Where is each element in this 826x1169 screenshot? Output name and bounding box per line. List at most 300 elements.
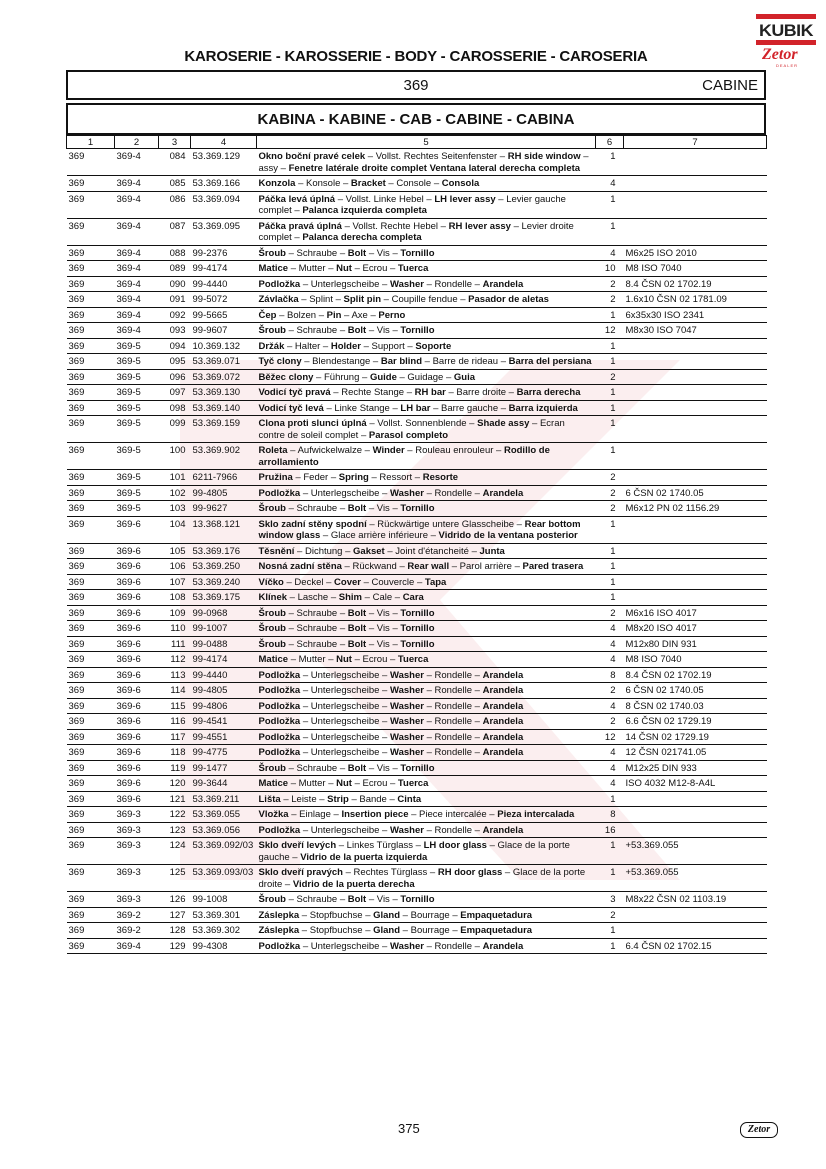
quantity-cell: 2 bbox=[596, 292, 624, 308]
description-bold: Washer bbox=[389, 731, 424, 743]
description-text: – Konsole – bbox=[295, 178, 351, 189]
section-cell: 369 bbox=[67, 400, 115, 416]
part-number-cell: 99-4775 bbox=[191, 745, 257, 761]
description-text: – Ecrou – bbox=[351, 263, 398, 274]
note-cell: 6x35x30 ISO 2341 bbox=[624, 307, 767, 323]
part-number-cell: 99-4174 bbox=[191, 261, 257, 277]
quantity-cell: 8 bbox=[596, 807, 624, 823]
note-cell bbox=[624, 791, 767, 807]
description-bold: Nut bbox=[336, 654, 352, 665]
description-text: – Console – bbox=[385, 178, 442, 189]
position-cell: 122 bbox=[159, 807, 191, 823]
part-number-cell: 99-4440 bbox=[191, 276, 257, 292]
position-cell: 104 bbox=[159, 516, 191, 543]
figure-cell: 369-5 bbox=[115, 338, 159, 354]
description-bold: Bolt bbox=[347, 894, 367, 905]
note-cell: M8x22 ČSN 02 1103.19 bbox=[624, 892, 767, 908]
section-cell: 369 bbox=[67, 292, 115, 308]
table-row bbox=[67, 822, 767, 838]
part-number-cell: 99-4805 bbox=[191, 683, 257, 699]
description-bold: Vodicí tyč levá bbox=[258, 402, 324, 414]
description-text: – Cale – bbox=[362, 592, 403, 603]
description-bold: Cover bbox=[334, 576, 361, 588]
position-cell: 095 bbox=[159, 354, 191, 370]
note-cell bbox=[624, 516, 767, 543]
table-row bbox=[67, 338, 767, 354]
description-text: – Levier gauche complet – bbox=[258, 193, 566, 216]
section-cell: 369 bbox=[67, 338, 115, 354]
table-row bbox=[67, 683, 767, 699]
description-bold: Washer bbox=[389, 824, 424, 836]
table-row bbox=[67, 923, 767, 939]
description-bold: Víčko bbox=[258, 576, 284, 588]
table-row bbox=[67, 838, 767, 865]
position-cell: 111 bbox=[159, 636, 191, 652]
quantity-cell: 1 bbox=[596, 149, 624, 176]
description-cell bbox=[257, 776, 596, 792]
quantity-cell: 4 bbox=[596, 621, 624, 637]
position-cell: 106 bbox=[159, 559, 191, 575]
description-bold: Resorte bbox=[422, 472, 459, 483]
position-cell: 120 bbox=[159, 776, 191, 792]
description-bold: Washer bbox=[389, 940, 424, 952]
section-cell: 369 bbox=[67, 865, 115, 892]
note-cell bbox=[624, 338, 767, 354]
description-text: – Rondelle – bbox=[423, 824, 483, 836]
description-text: – Glace de la porte gauche – bbox=[258, 840, 570, 863]
description-bold: Lišta bbox=[258, 793, 281, 805]
description-cell bbox=[257, 485, 596, 501]
part-number-cell: 53.369.240 bbox=[191, 574, 257, 590]
description-text: – Unterlegscheibe – bbox=[300, 700, 390, 712]
description-bold: Podložka bbox=[258, 716, 301, 727]
figure-cell: 369-4 bbox=[115, 292, 159, 308]
note-cell bbox=[624, 191, 767, 218]
description-cell bbox=[257, 938, 596, 954]
figure-cell: 369-5 bbox=[115, 443, 159, 470]
table-row bbox=[67, 323, 767, 339]
section-cell: 369 bbox=[67, 907, 115, 923]
part-number-cell: 99-1007 bbox=[191, 621, 257, 637]
position-cell: 085 bbox=[159, 176, 191, 192]
description-bold: RH side window bbox=[507, 151, 581, 162]
description-bold: Barra derecha bbox=[516, 387, 581, 398]
figure-cell: 369-6 bbox=[115, 621, 159, 637]
quantity-cell: 1 bbox=[596, 938, 624, 954]
description-text: – Unterlegscheibe – bbox=[300, 278, 390, 290]
quantity-cell: 2 bbox=[596, 276, 624, 292]
description-bold: Držák bbox=[258, 340, 285, 352]
section-cell: 369 bbox=[67, 776, 115, 792]
description-bold: Sklo zadní stěny spodní bbox=[258, 518, 367, 530]
description-bold: Tornillo bbox=[400, 638, 435, 650]
position-cell: 098 bbox=[159, 400, 191, 416]
position-cell: 126 bbox=[159, 892, 191, 908]
description-text: – Bande – bbox=[348, 793, 398, 805]
description-bold: Šroub bbox=[258, 623, 286, 634]
description-bold: Arandela bbox=[482, 278, 524, 290]
description-text: – Vis – bbox=[366, 607, 401, 619]
description-bold: Šroub bbox=[258, 894, 286, 905]
note-cell bbox=[624, 923, 767, 939]
table-row bbox=[67, 590, 767, 606]
description-text: – Guidage – bbox=[396, 371, 454, 383]
table-row bbox=[67, 191, 767, 218]
table-row bbox=[67, 307, 767, 323]
part-number-cell: 53.369.095 bbox=[191, 218, 257, 245]
note-cell: 6 ČSN 02 1740.05 bbox=[624, 485, 767, 501]
figure-cell: 369-6 bbox=[115, 776, 159, 792]
note-cell: M8 ISO 7040 bbox=[624, 261, 767, 277]
quantity-cell: 1 bbox=[596, 865, 624, 892]
subsection-title: KABINA - KABINE - CAB - CABINE - CABINA bbox=[257, 111, 575, 128]
note-cell: 8 ČSN 02 1740.03 bbox=[624, 698, 767, 714]
table-row bbox=[67, 636, 767, 652]
figure-cell: 369-6 bbox=[115, 698, 159, 714]
table-row bbox=[67, 218, 767, 245]
description-cell bbox=[257, 516, 596, 543]
position-cell: 115 bbox=[159, 698, 191, 714]
figure-cell: 369-4 bbox=[115, 938, 159, 954]
quantity-cell: 16 bbox=[596, 822, 624, 838]
table-row bbox=[67, 516, 767, 543]
note-cell bbox=[624, 559, 767, 575]
quantity-cell: 4 bbox=[596, 760, 624, 776]
section-cell: 369 bbox=[67, 470, 115, 486]
description-bold: Páčka levá úplná bbox=[258, 193, 336, 205]
section-cell: 369 bbox=[67, 667, 115, 683]
quantity-cell: 2 bbox=[596, 605, 624, 621]
description-text: – Ecrou – bbox=[351, 654, 398, 665]
zetor-footer-logo: Zetor bbox=[740, 1122, 778, 1138]
subsection-header bbox=[66, 103, 766, 135]
description-bold: Okno boční pravé celek bbox=[258, 151, 366, 162]
description-bold: Těsnění bbox=[258, 545, 295, 557]
description-bold: Běžec clony bbox=[258, 371, 314, 383]
quantity-cell: 1 bbox=[596, 791, 624, 807]
quantity-cell: 1 bbox=[596, 218, 624, 245]
quantity-cell: 1 bbox=[596, 443, 624, 470]
description-text: – Unterlegscheibe – bbox=[300, 487, 390, 499]
position-cell: 121 bbox=[159, 791, 191, 807]
note-cell: 6.6 ČSN 02 1729.19 bbox=[624, 714, 767, 730]
description-bold: Winder bbox=[372, 445, 405, 456]
position-cell: 107 bbox=[159, 574, 191, 590]
table-row bbox=[67, 245, 767, 261]
position-cell: 088 bbox=[159, 245, 191, 261]
description-bold: Consola bbox=[441, 178, 480, 189]
description-bold: Tuerca bbox=[397, 654, 429, 665]
section-cell: 369 bbox=[67, 385, 115, 401]
section-cell: 369 bbox=[67, 822, 115, 838]
section-cell: 369 bbox=[67, 621, 115, 637]
description-bold: Washer bbox=[389, 669, 424, 681]
quantity-cell: 2 bbox=[596, 714, 624, 730]
note-cell: 14 ČSN 02 1729.19 bbox=[624, 729, 767, 745]
description-text: – Lasche – bbox=[287, 592, 339, 603]
note-cell: 1.6x10 ČSN 02 1781.09 bbox=[624, 292, 767, 308]
table-row bbox=[67, 385, 767, 401]
position-cell: 100 bbox=[159, 443, 191, 470]
description-bold: Záslepka bbox=[258, 909, 300, 921]
description-text: – Schraube – bbox=[285, 894, 348, 905]
note-cell bbox=[624, 176, 767, 192]
note-cell: M8x20 ISO 4017 bbox=[624, 621, 767, 637]
description-bold: RH bar bbox=[414, 387, 446, 398]
part-number-cell: 99-4551 bbox=[191, 729, 257, 745]
description-bold: Bolt bbox=[347, 325, 367, 336]
position-cell: 108 bbox=[159, 590, 191, 606]
page-title: KAROSERIE - KAROSSERIE - BODY - CAROSSERIE - CAROSERIA bbox=[184, 48, 648, 65]
description-cell bbox=[257, 892, 596, 908]
figure-cell: 369-5 bbox=[115, 501, 159, 517]
section-name: CABINE bbox=[702, 77, 758, 94]
description-bold: Šroub bbox=[258, 762, 286, 774]
description-text: – Vollst. Rechtes Seitenfenster – bbox=[365, 151, 508, 162]
part-number-cell: 53.369.302 bbox=[191, 923, 257, 939]
description-text: – Rondelle – bbox=[423, 700, 483, 712]
section-cell: 369 bbox=[67, 245, 115, 261]
position-cell: 129 bbox=[159, 938, 191, 954]
description-bold: Bar blind bbox=[380, 356, 423, 367]
table-row bbox=[67, 892, 767, 908]
description-bold: Arandela bbox=[482, 940, 524, 952]
description-cell bbox=[257, 683, 596, 699]
position-cell: 084 bbox=[159, 149, 191, 176]
description-bold: Bolt bbox=[347, 503, 367, 514]
description-bold: Podložka bbox=[258, 700, 301, 712]
description-text: – Axe – bbox=[341, 309, 379, 321]
description-bold: Spring bbox=[338, 472, 369, 483]
table-row bbox=[67, 485, 767, 501]
description-bold: Vložka bbox=[258, 809, 289, 820]
section-header bbox=[66, 70, 766, 100]
description-cell bbox=[257, 543, 596, 559]
position-cell: 102 bbox=[159, 485, 191, 501]
description-text: – Vis – bbox=[366, 623, 401, 634]
figure-cell: 369-4 bbox=[115, 276, 159, 292]
description-bold: Pieza intercalada bbox=[497, 809, 575, 820]
note-cell bbox=[624, 354, 767, 370]
description-cell bbox=[257, 559, 596, 575]
description-text: – Coupille fendue – bbox=[381, 294, 469, 305]
description-cell bbox=[257, 636, 596, 652]
description-bold: Pasador de aletas bbox=[468, 294, 549, 305]
quantity-cell: 1 bbox=[596, 307, 624, 323]
description-text: – Schraube – bbox=[285, 247, 348, 259]
table-row bbox=[67, 621, 767, 637]
description-cell bbox=[257, 923, 596, 939]
quantity-cell: 1 bbox=[596, 574, 624, 590]
description-bold: Tornillo bbox=[400, 503, 435, 514]
description-text: – Ressort – bbox=[368, 472, 423, 483]
description-text: – Rondelle – bbox=[423, 940, 483, 952]
description-bold: Pared trasera bbox=[522, 561, 584, 572]
part-number-cell: 99-1477 bbox=[191, 760, 257, 776]
description-cell bbox=[257, 261, 596, 277]
part-number-cell: 99-0488 bbox=[191, 636, 257, 652]
description-bold: Washer bbox=[389, 278, 424, 290]
section-cell: 369 bbox=[67, 636, 115, 652]
figure-cell: 369-6 bbox=[115, 714, 159, 730]
description-cell bbox=[257, 292, 596, 308]
description-text: – Rondelle – bbox=[423, 669, 483, 681]
description-bold: Holder bbox=[330, 340, 361, 352]
description-cell bbox=[257, 149, 596, 176]
column-header: 7 bbox=[624, 136, 767, 149]
note-cell: 6.4 ČSN 02 1702.15 bbox=[624, 938, 767, 954]
description-text: – assy – bbox=[258, 151, 589, 174]
description-bold: Nut bbox=[336, 778, 352, 789]
position-cell: 091 bbox=[159, 292, 191, 308]
quantity-cell: 4 bbox=[596, 636, 624, 652]
description-bold: Strip bbox=[327, 793, 349, 805]
position-cell: 110 bbox=[159, 621, 191, 637]
note-cell: 6 ČSN 02 1740.05 bbox=[624, 683, 767, 699]
position-cell: 117 bbox=[159, 729, 191, 745]
description-text: – Leiste – bbox=[280, 793, 328, 805]
description-bold: Bolt bbox=[347, 762, 367, 774]
note-cell: M6x16 ISO 4017 bbox=[624, 605, 767, 621]
quantity-cell: 10 bbox=[596, 261, 624, 277]
table-row bbox=[67, 369, 767, 385]
position-cell: 127 bbox=[159, 907, 191, 923]
description-bold: Bracket bbox=[350, 178, 386, 189]
quantity-cell: 4 bbox=[596, 652, 624, 668]
table-row bbox=[67, 605, 767, 621]
note-cell bbox=[624, 443, 767, 470]
figure-cell: 369-6 bbox=[115, 667, 159, 683]
figure-cell: 369-4 bbox=[115, 261, 159, 277]
part-number-cell: 53.369.055 bbox=[191, 807, 257, 823]
position-cell: 114 bbox=[159, 683, 191, 699]
section-cell: 369 bbox=[67, 516, 115, 543]
part-number-cell: 6211-7966 bbox=[191, 470, 257, 486]
description-text: – Unterlegscheibe – bbox=[300, 731, 390, 743]
figure-cell: 369-6 bbox=[115, 636, 159, 652]
description-cell bbox=[257, 501, 596, 517]
description-bold: Gakset bbox=[353, 545, 385, 557]
description-cell bbox=[257, 807, 596, 823]
description-cell bbox=[257, 470, 596, 486]
description-cell bbox=[257, 745, 596, 761]
description-bold: Pružina bbox=[258, 472, 293, 483]
section-cell: 369 bbox=[67, 485, 115, 501]
column-header: 2 bbox=[115, 136, 159, 149]
description-text: – Unterlegscheibe – bbox=[300, 747, 390, 758]
description-bold: Tornillo bbox=[400, 762, 435, 774]
description-bold: Arandela bbox=[482, 669, 524, 681]
note-cell bbox=[624, 385, 767, 401]
table-row bbox=[67, 149, 767, 176]
description-cell bbox=[257, 416, 596, 443]
parts-table-body bbox=[67, 149, 767, 954]
position-cell: 118 bbox=[159, 745, 191, 761]
description-text: – Joint d'étancheité – bbox=[384, 545, 480, 557]
description-text: – Piece intercalée – bbox=[408, 809, 498, 820]
description-bold: Guia bbox=[453, 371, 476, 383]
description-bold: Barra izquierda bbox=[508, 402, 578, 414]
section-cell: 369 bbox=[67, 149, 115, 176]
table-row bbox=[67, 776, 767, 792]
description-bold: Arandela bbox=[482, 487, 524, 499]
figure-cell: 369-5 bbox=[115, 369, 159, 385]
note-cell bbox=[624, 543, 767, 559]
part-number-cell: 53.369.094 bbox=[191, 191, 257, 218]
part-number-cell: 99-0968 bbox=[191, 605, 257, 621]
description-text: – Mutter – bbox=[288, 263, 337, 274]
table-row bbox=[67, 938, 767, 954]
description-text: – Bourrage – bbox=[400, 909, 461, 921]
section-cell: 369 bbox=[67, 590, 115, 606]
section-cell: 369 bbox=[67, 559, 115, 575]
description-cell bbox=[257, 218, 596, 245]
description-bold: LH lever assy bbox=[434, 193, 496, 205]
part-number-cell: 53.369.140 bbox=[191, 400, 257, 416]
description-bold: Rear wall bbox=[407, 561, 450, 572]
figure-cell: 369-6 bbox=[115, 791, 159, 807]
description-text: – Rückwärtige untere Glasscheibe – bbox=[366, 518, 525, 530]
section-cell: 369 bbox=[67, 369, 115, 385]
position-cell: 105 bbox=[159, 543, 191, 559]
description-text: – Blendestange – bbox=[301, 356, 381, 367]
description-text: – Barre de rideau – bbox=[422, 356, 509, 367]
quantity-cell: 2 bbox=[596, 907, 624, 923]
part-number-cell: 53.369.250 bbox=[191, 559, 257, 575]
part-number-cell: 99-4440 bbox=[191, 667, 257, 683]
description-text: – Rondelle – bbox=[423, 487, 483, 499]
description-bold: Tuerca bbox=[397, 263, 429, 274]
description-bold: Washer bbox=[389, 747, 424, 758]
position-cell: 089 bbox=[159, 261, 191, 277]
note-cell bbox=[624, 470, 767, 486]
note-cell bbox=[624, 574, 767, 590]
note-cell: M12x80 DIN 931 bbox=[624, 636, 767, 652]
section-cell: 369 bbox=[67, 652, 115, 668]
note-cell: 8.4 ČSN 02 1702.19 bbox=[624, 667, 767, 683]
quantity-cell: 4 bbox=[596, 745, 624, 761]
section-cell: 369 bbox=[67, 354, 115, 370]
figure-cell: 369-4 bbox=[115, 176, 159, 192]
description-bold: LH door glass bbox=[423, 840, 487, 851]
description-bold: Konzola bbox=[258, 178, 296, 189]
part-number-cell: 99-2376 bbox=[191, 245, 257, 261]
note-cell bbox=[624, 218, 767, 245]
description-text: – Vis – bbox=[366, 503, 401, 514]
description-bold: Bolt bbox=[347, 638, 367, 650]
description-bold: Pin bbox=[326, 309, 342, 321]
part-number-cell: 99-1008 bbox=[191, 892, 257, 908]
description-bold: Perno bbox=[378, 309, 406, 321]
part-number-cell: 10.369.132 bbox=[191, 338, 257, 354]
logo-bar bbox=[756, 14, 816, 19]
description-cell bbox=[257, 354, 596, 370]
description-bold: Split pin bbox=[343, 294, 382, 305]
logo-zetor-text: Zetor bbox=[762, 46, 798, 63]
description-cell bbox=[257, 176, 596, 192]
description-text: – Halter – bbox=[284, 340, 331, 352]
description-text: – Couvercle – bbox=[360, 576, 425, 588]
table-row bbox=[67, 443, 767, 470]
part-number-cell: 99-5072 bbox=[191, 292, 257, 308]
note-cell bbox=[624, 590, 767, 606]
note-cell bbox=[624, 369, 767, 385]
description-cell bbox=[257, 791, 596, 807]
description-bold: Barra del persiana bbox=[508, 356, 592, 367]
description-text: – Rondelle – bbox=[423, 747, 483, 758]
figure-cell: 369-4 bbox=[115, 323, 159, 339]
position-cell: 123 bbox=[159, 822, 191, 838]
